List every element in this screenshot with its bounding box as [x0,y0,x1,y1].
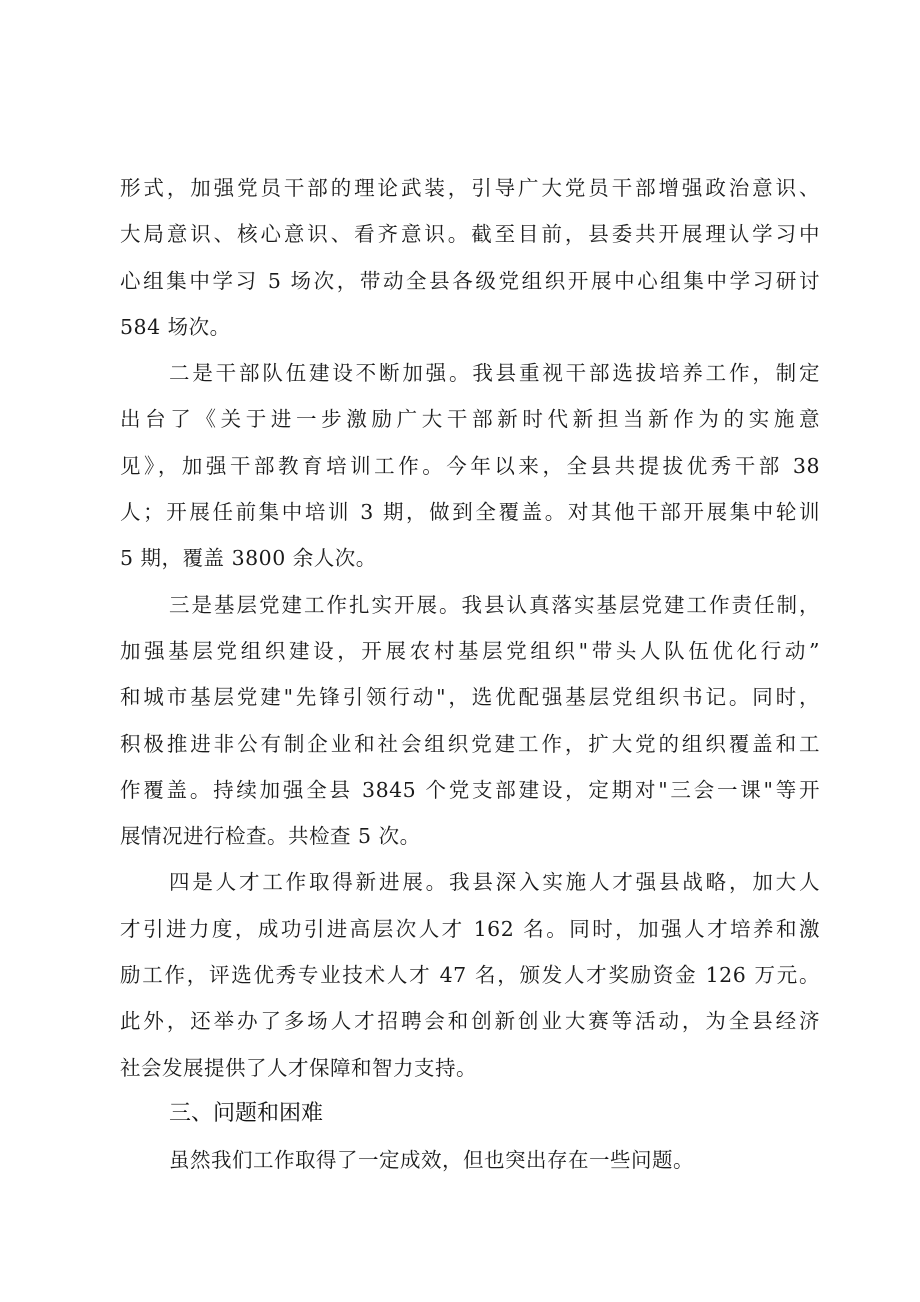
paragraph-line: 虽然我们工作取得了一定成效，但也突出存在一些问题。 [169,1148,694,1173]
document-body [120,165,820,1184]
paragraph-line: 才引进力度，成功引进高层次人才 162 名。同时，加强人才培养和激 [120,916,820,941]
paragraph-line: 展情况进行检查。共检查 5 次。 [120,824,421,849]
paragraph-line: 励工作，评选优秀专业技术人才 47 名，颁发人才奖励资金 126 万元。 [120,963,820,988]
paragraph-line: 四是人才工作取得新进展。我县深入实施人才强县战略，加大人 [169,870,820,895]
paragraph-line: 人；开展任前集中培训 3 期，做到全覆盖。对其他干部开展集中轮训 [120,500,820,525]
paragraph-line: 见》，加强干部教育培训工作。今年以来，全县共提拔优秀干部 38 [120,453,820,478]
paragraph-line: 三是基层党建工作扎实开展。我县认真落实基层党建工作责任制， [169,592,820,617]
paragraph-line: 二是干部队伍建设不断加强。我县重视干部选拔培养工作，制定 [169,361,820,386]
paragraph-line: 584 场次。 [120,314,231,339]
paragraph-line: 形式，加强党员干部的理论武装，引导广大党员干部增强政治意识、 [120,176,820,200]
paragraph-line: 社会发展提供了人才保障和智力支持。 [120,1055,477,1080]
paragraph-line: 积极推进非公有制企业和社会组织党建工作，扩大党的组织覆盖和工 [120,731,820,756]
paragraph-line: 和城市基层党建"先锋引领行动"，选优配强基层党组织书记。同时， [120,685,820,710]
paragraph-line: 5 期，覆盖 3800 余人次。 [120,546,377,571]
paragraph-line: 心组集中学习 5 场次，带动全县各级党组织开展中心组集中学习研讨 [120,268,820,293]
paragraph-line: 加强基层党组织建设，开展农村基层党组织"带头人队伍优化行动” [120,638,820,663]
paragraph-line: 大局意识、核心意识、看齐意识。截至目前，县委共开展理认学习中 [120,222,820,247]
paragraph-line: 出台了《关于进一步激励广大干部新时代新担当新作为的实施意 [120,407,820,432]
section-heading: 三、问题和困难 [169,1100,324,1126]
paragraph-line: 作覆盖。持续加强全县 3845 个党支部建设，定期对"三会一课"等开 [120,777,820,802]
paragraph-line: 此外，还举办了多场人才招聘会和创新创业大赛等活动，为全县经济 [120,1009,820,1034]
